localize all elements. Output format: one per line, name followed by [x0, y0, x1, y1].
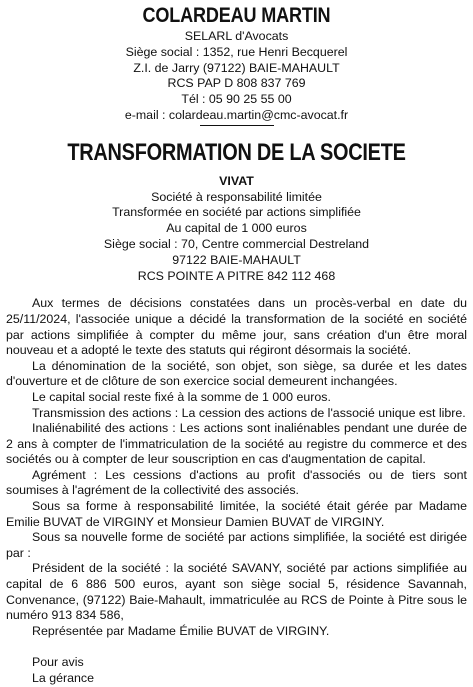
company-address-line-1: Siège social : 70, Centre commercial Destreland — [103, 236, 370, 251]
firm-details — [6, 29, 467, 124]
company-transformation: Transformée en société par actions simplifiée — [112, 205, 361, 220]
signoff — [6, 655, 467, 687]
signoff-line-2: La gérance — [32, 671, 95, 686]
notice-headline: TRANSFORMATION DE LA SOCIETE — [67, 138, 406, 166]
legal-notice-page — [0, 4, 473, 686]
company-capital: Au capital de 1 000 euros — [166, 221, 307, 236]
firm-address-line-1: Siège social : 1352, rue Henri Becquerel — [125, 44, 348, 59]
paragraph-approval: Agrément : Les cessions d'actions au profit d'associés ou de tiers sont soumises à l'agrément de la collectivité des associés. — [6, 467, 467, 498]
company-legal-form: Société à responsabilité limitée — [151, 189, 322, 204]
company-rcs: RCS POINTE A PITRE 842 112 468 — [137, 268, 336, 283]
firm-email: e-mail : colardeau.martin@cmc-avocat.fr — [124, 107, 349, 122]
notice-body — [6, 296, 467, 639]
company-name: VIVAT — [219, 173, 254, 188]
paragraph-transfer: Transmission des actions : La cession des actions de l'associé unique est libre. — [32, 405, 466, 420]
firm-rcs: RCS PAP D 808 837 769 — [167, 76, 306, 91]
paragraph-inalienability: Inaliénabilité des actions : Les actions sont inaliénables pendant une durée de 2 ans à compter de l'immatriculation de la société au registre du commerce et des sociétés ou à compter de leur souscription en cas d'augmentation de capital. — [6, 421, 467, 467]
company-address-line-2: 97122 BAIE-MAHAULT — [172, 252, 301, 267]
firm-name: COLARDEAU MARTIN — [142, 4, 331, 27]
firm-phone: Tél : 05 90 25 55 00 — [181, 92, 292, 107]
paragraph-president: Président de la société : la société SAVANY, société par actions simplifiée au capital de 6 886 500 euros, ayant son siège social 5, résidence Savannah, Convenance, (97122) Baie-Mahault, immatriculée au RCS de Pointe à Pitre sous le numéro 913 834 586, — [6, 561, 467, 623]
paragraph-represented-by: Représentée par Madame Émilie BUVAT de VIRGINY. — [32, 623, 330, 638]
signoff-line-1: Pour avis — [32, 655, 84, 670]
divider-rule — [200, 125, 274, 126]
paragraph-capital: Le capital social reste fixé à la somme de 1 000 euros. — [32, 389, 331, 404]
paragraph-unchanged: La dénomination de la société, son objet, son siège, sa durée et les dates d'ouverture et de clôture de son exercice social demeurent inchangées. — [6, 358, 467, 389]
paragraph-decision: Aux termes de décisions constatées dans un procès-verbal en date du 25/11/2024, l'associée unique a décidé la transformation de la société en société par actions simplifiée à compter du même jour, sans création d'un être moral nouveau et a adopté le texte des statuts qui régiront désormais la société. — [6, 296, 467, 358]
firm-address-line-2: Z.I. de Jarry (97122) BAIE-MAHAULT — [133, 60, 340, 75]
firm-type: SELARL d'Avocats — [184, 29, 289, 43]
paragraph-new-management: Sous sa nouvelle forme de société par actions simplifiée, la société est dirigée par : — [6, 530, 467, 560]
company-details — [6, 190, 467, 285]
paragraph-former-management: Sous sa forme à responsabilité limitée, la société était gérée par Madame Emilie BUVAT de VIRGINY et Monsieur Damien BUVAT de VIRGINY. — [6, 499, 467, 529]
